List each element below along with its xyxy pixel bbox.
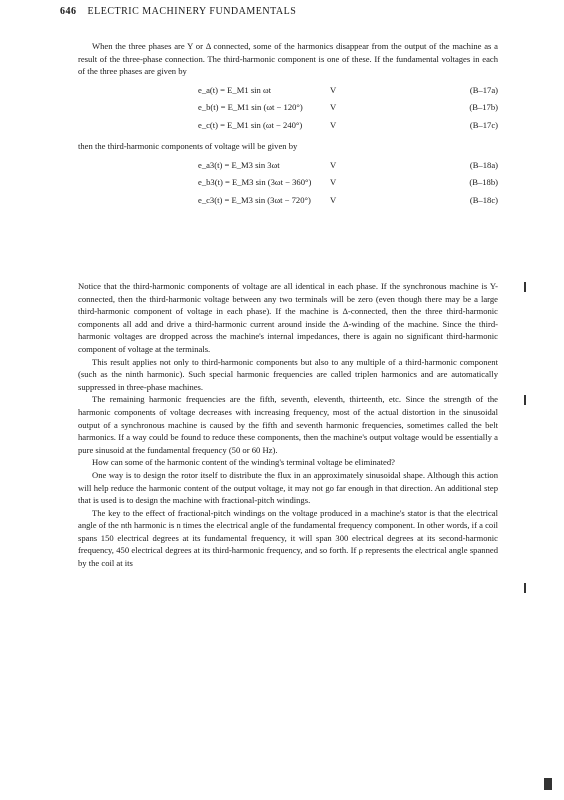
margin-mark bbox=[524, 282, 526, 292]
equation-group-third-harmonic bbox=[78, 159, 498, 212]
equation-group-fundamental bbox=[78, 84, 498, 137]
running-title: ELECTRIC MACHINERY FUNDAMENTALS bbox=[87, 6, 297, 17]
paragraph: Notice that the third-harmonic components of voltage are all identical in each phase. If the synchronous machine is Y-connected, then the third-harmonic voltage between any two terminals will be zero (even though there may be a large third-harmonic component of voltage in each phase). If the machine is Δ-connected, then the three third-harmonic components all add and drive a third-harmonic current around inside the Δ-winding of the machine. Since the third-harmonic voltages are dropped across the machine's internal impedances, there is again no significant third-harmonic component of voltage at the terminals. bbox=[78, 281, 498, 354]
equation-row bbox=[78, 176, 498, 194]
margin-mark bbox=[544, 778, 552, 790]
equation-row bbox=[78, 159, 498, 177]
equation-expression: e_c(t) = E_M1 sin (ωt − 240°) bbox=[198, 119, 303, 130]
equation-unit: V bbox=[330, 159, 337, 170]
page-number: 646 bbox=[60, 6, 77, 17]
equation-number: (B–17c) bbox=[469, 119, 498, 130]
equation-unit: V bbox=[330, 119, 337, 130]
equation-row bbox=[78, 101, 498, 119]
equation-number: (B–18a) bbox=[469, 159, 498, 170]
equation-number: (B–18b) bbox=[469, 177, 498, 188]
margin-mark bbox=[524, 395, 526, 405]
equation-unit: V bbox=[330, 84, 337, 95]
equation-expression: e_a(t) = E_M1 sin ωt bbox=[198, 84, 272, 95]
equation-expression: e_b3(t) = E_M3 sin (3ωt − 360°) bbox=[198, 177, 312, 188]
paragraph: This result applies not only to third-harmonic components but also to any multiple of a third-harmonic component (such as the ninth harmonic). Such special harmonic frequencies are called triplen harmonics and are automatically suppressed in three-phase machines. bbox=[78, 356, 498, 392]
equation-row bbox=[78, 84, 498, 102]
equation-row bbox=[78, 119, 498, 137]
paragraph: One way is to design the rotor itself to distribute the flux in an approximately sinusoidal shape. Although this action will help reduce the harmonic content of the output voltage, it may not go far enough in that direction. An additional step that is used is to design the machine with fractional-pitch windings. bbox=[78, 469, 498, 506]
running-header bbox=[60, 6, 296, 17]
equation-number: (B–17b) bbox=[469, 102, 498, 113]
equation-expression: e_b(t) = E_M1 sin (ωt − 120°) bbox=[198, 102, 303, 113]
equation-unit: V bbox=[330, 177, 337, 188]
equation-number: (B–17a) bbox=[469, 84, 498, 95]
equation-expression: e_c3(t) = E_M3 sin (3ωt − 720°) bbox=[198, 194, 311, 205]
paragraph: The remaining harmonic frequencies are the fifth, seventh, eleventh, thirteenth, etc. Since the strength of the harmonic components of voltage decreases with increasing frequency, most of the actual distortion in the sinusoidal output of a synchronous machine is caused by the fifth and seventh harmonic frequencies, sometimes called the belt harmonics. If a way could be found to reduce these components, then the machine's output voltage would be essentially a pure sinusoid at the fundamental frequency (50 or 60 Hz). bbox=[78, 394, 498, 455]
text-block-bottom bbox=[78, 280, 498, 570]
text-block-top bbox=[78, 40, 498, 215]
equation-row bbox=[78, 194, 498, 212]
equation-expression: e_a3(t) = E_M3 sin 3ωt bbox=[198, 159, 280, 170]
margin-mark bbox=[524, 583, 526, 593]
paragraph: How can some of the harmonic content of the winding's terminal voltage be eliminated? bbox=[92, 457, 395, 468]
equation-unit: V bbox=[330, 102, 337, 113]
paragraph: The key to the effect of fractional-pitch windings on the voltage produced in a machine's stator is that the electrical angle of the nth harmonic is n times the electrical angle of the fundamental frequency component. In other words, if a coil spans 150 electrical degrees at its fundamental frequency, it will span 300 electrical degrees at its second-harmonic frequency, 450 electrical degrees at its third-harmonic frequency, and so forth. If ρ represents the electrical angle spanned by the coil at its bbox=[78, 507, 498, 569]
equation-number: (B–18c) bbox=[469, 194, 498, 205]
paragraph: When the three phases are Y or Δ connected, some of the harmonics disappear from the output of the machine as a result of the three-phase connection. The third-harmonic component is one of these. If the fundamental voltages in each of the three phases are given by bbox=[78, 41, 498, 77]
paragraph: then the third-harmonic components of voltage will be given by bbox=[78, 141, 298, 152]
equation-unit: V bbox=[330, 194, 337, 205]
